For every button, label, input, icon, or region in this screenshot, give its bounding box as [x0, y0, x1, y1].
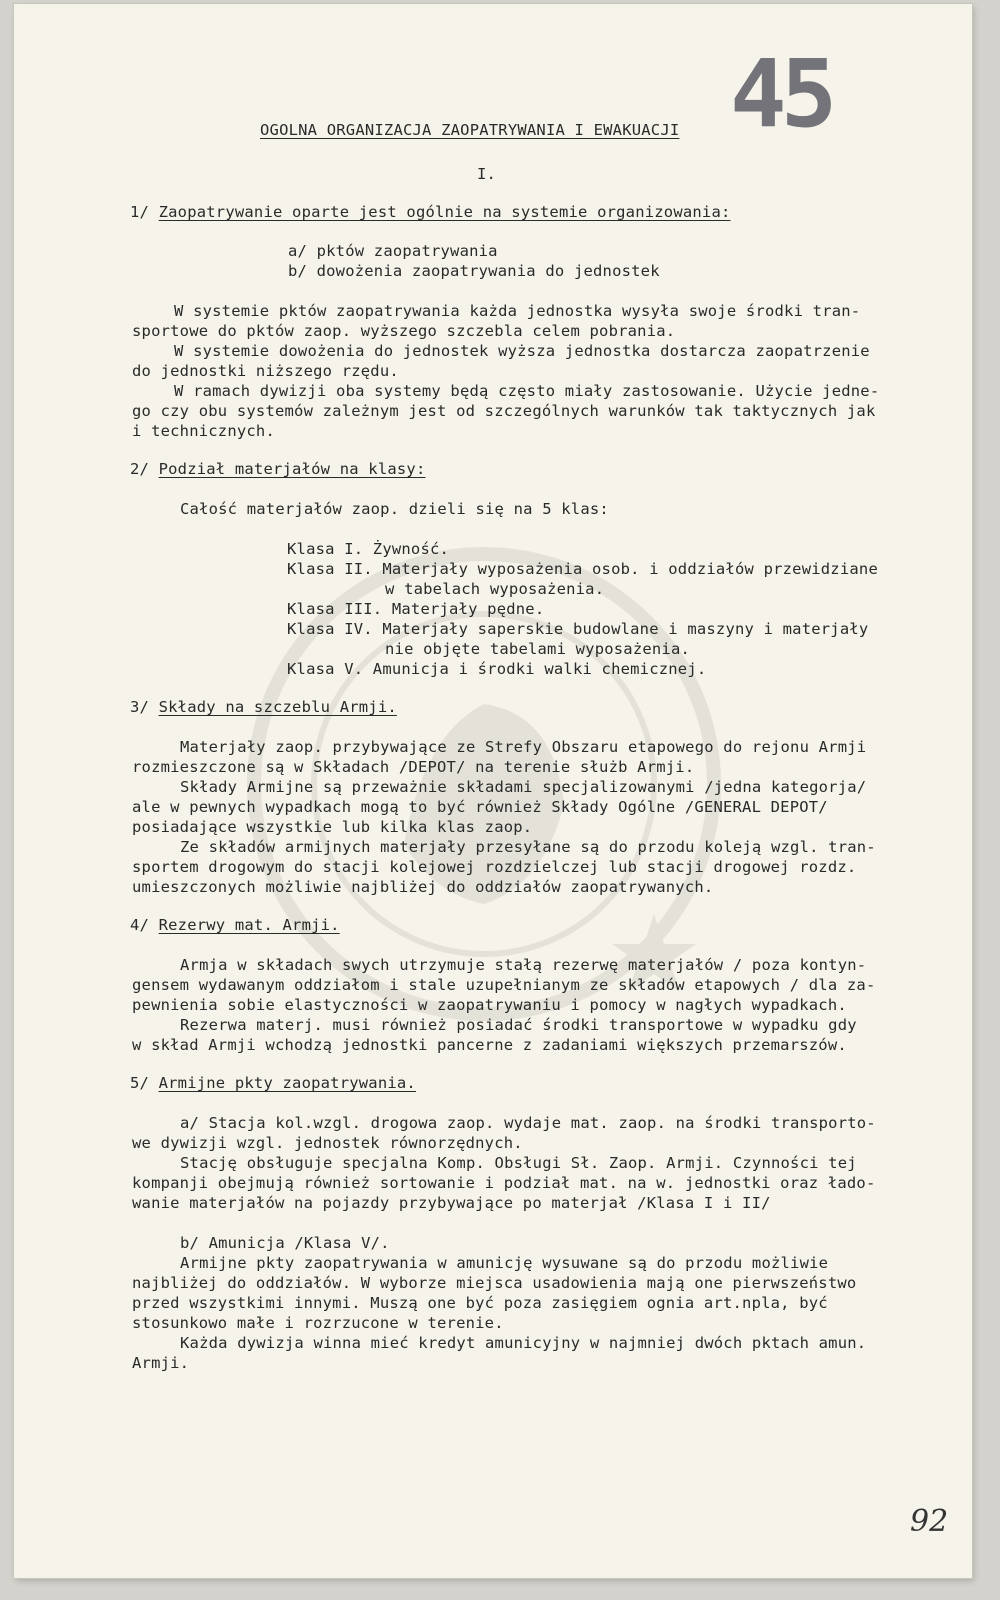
section-heading: 1/ Zaopatrywanie oparte jest ogólnie na systemie organizowania:: [130, 203, 731, 221]
handwritten-page-number: 92: [910, 1504, 949, 1539]
text-line: b/ Amunicja /Klasa V/.: [180, 1234, 390, 1252]
text-line: w skład Armji wchodzą jednostki pancerne z zadaniami większych przemarszów.: [132, 1036, 847, 1054]
text-line: sportem drogowym do stacji kolejowej rozdzielczej lub stacji drogowej rozdz.: [132, 858, 857, 876]
text-line: go czy obu systemów zależnym jest od szczególnych warunków tak taktycznych jak: [132, 402, 876, 420]
text-line: nie objęte tabelami wyposażenia.: [385, 640, 691, 658]
page-number-stamp: 45: [730, 40, 832, 149]
text-line: Całość materjałów zaop. dzieli się na 5 klas:: [180, 500, 609, 518]
text-line: Armijne pkty zaopatrywania w amunicję wysuwane są do przodu możliwie: [180, 1254, 829, 1272]
text-line: sportowe do pktów zaop. wyższego szczebla celem pobrania.: [132, 322, 676, 340]
text-line: Klasa IV. Materjały saperskie budowlane i maszyny i materjały: [287, 620, 869, 638]
text-line: Klasa I. Żywność.: [287, 540, 450, 558]
text-line: Składy Armijne są przeważnie składami specjalizowanymi /jedna kategorja/: [180, 778, 867, 796]
text-line: i technicznych.: [132, 422, 275, 440]
text-line: Armji.: [132, 1354, 190, 1372]
text-line: Klasa III. Materjały pędne.: [287, 600, 545, 618]
text-line: w tabelach wyposażenia.: [385, 580, 605, 598]
text-line: do jednostki niższego rzędu.: [132, 362, 399, 380]
document-title: OGOLNA ORGANIZACJA ZAOPATRYWANIA I EWAKUACJI: [260, 121, 680, 139]
text-line: Armja w składach swych utrzymuje stałą rezerwę materjałów / poza kontyn-: [180, 956, 867, 974]
text-line: umieszczonych możliwie najbliżej do oddziałów zaopatrywanych.: [132, 878, 714, 896]
text-line: Klasa V. Amunicja i środki walki chemicznej.: [287, 660, 707, 678]
text-line: najbliżej do oddziałów. W wyborze miejsca usadowienia mają one pierwszeństwo: [132, 1274, 857, 1292]
text-line: przed wszystkimi innymi. Muszą one być poza zasięgiem ognia art.npla, być: [132, 1294, 828, 1312]
section-heading: 4/ Rezerwy mat. Armji.: [130, 916, 340, 934]
text-line: pewnienia sobie elastyczności w zaopatrywaniu i pomocy w nagłych wypadkach.: [132, 996, 847, 1014]
section-number: I.: [477, 165, 497, 183]
text-line: Każda dywizja winna mieć kredyt amunicyjny w najmniej dwóch pktach amun.: [180, 1334, 867, 1352]
text-line: W systemie pktów zaopatrywania każda jednostka wysyła swoje środki tran-: [174, 302, 861, 320]
text-line: gensem wydawanym oddziałom i stale uzupełnianym ze składów etapowych / dla za-: [132, 976, 876, 994]
text-line: W systemie dowożenia do jednostek wyższa jednostka dostarcza zaopatrzenie: [174, 342, 870, 360]
text-line: Materjały zaop. przybywające ze Strefy Obszaru etapowego do rejonu Armji: [180, 738, 867, 756]
text-line: Stację obsługuje specjalna Komp. Obsługi Sł. Zaop. Armji. Czynności tej: [180, 1154, 857, 1172]
text-line: ale w pewnych wypadkach mogą to być również Składy Ogólne /GENERAL DEPOT/: [132, 798, 828, 816]
text-line: stosunkowo małe i rozrzucone w terenie.: [132, 1314, 504, 1332]
section-heading: 3/ Składy na szczeblu Armji.: [130, 698, 397, 716]
text-line: b/ dowożenia zaopatrywania do jednostek: [288, 262, 660, 280]
text-line: posiadające wszystkie lub kilka klas zaop.: [132, 818, 533, 836]
text-line: Ze składów armijnych materjały przesyłane są do przodu koleją wzgl. tran-: [180, 838, 876, 856]
text-line: a/ Stacja kol.wzgl. drogowa zaop. wydaje mat. zaop. na środki transporto-: [180, 1114, 876, 1132]
section-heading: 2/ Podział materjałów na klasy:: [130, 460, 426, 478]
text-line: Klasa II. Materjały wyposażenia osob. i oddziałów przewidziane: [287, 560, 878, 578]
section-heading: 5/ Armijne pkty zaopatrywania.: [130, 1074, 416, 1092]
text-line: we dywizji wzgl. jednostek równorzędnych.: [132, 1134, 523, 1152]
text-line: Rezerwa materj. musi również posiadać środki transportowe w wypadku gdy: [180, 1016, 857, 1034]
text-line: rozmieszczone są w Składach /DEPOT/ na terenie służb Armji.: [132, 758, 695, 776]
text-line: a/ pktów zaopatrywania: [288, 242, 498, 260]
text-line: wanie materjałów na pojazdy przybywające po materjał /Klasa I i II/: [132, 1194, 771, 1212]
document-page: [14, 4, 972, 1578]
text-line: kompanji obejmują również sortowanie i podział mat. na w. jednostki oraz łado-: [132, 1174, 876, 1192]
text-line: W ramach dywizji oba systemy będą często miały zastosowanie. Użycie jedne-: [174, 382, 880, 400]
